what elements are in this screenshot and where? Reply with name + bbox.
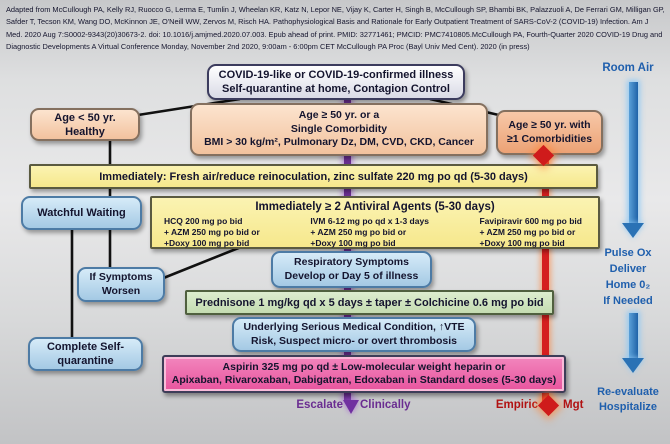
favipiravir-line2: + AZM 250 mg po bid or — [479, 227, 576, 237]
fresh-air-zinc-text: Immediately: Fresh air/reduce reinoculation, zinc sulfate 220 mg po qd (5-30 days) — [99, 170, 528, 183]
reevaluate-hospitalize-label — [588, 385, 668, 414]
room-air-label: Room Air — [602, 62, 654, 74]
antiviral-col-hcq — [164, 216, 260, 249]
hcq-line1: HCQ 200 mg po bid — [164, 216, 243, 226]
watchful-waiting-box — [21, 196, 142, 230]
underlying-condition-box — [232, 317, 476, 352]
aspirin-anticoagulant-box — [162, 355, 566, 393]
escalate-arrow-icon — [343, 400, 359, 414]
down-arrowhead2-icon — [622, 358, 644, 373]
complete-quarantine-line2: quarantine — [57, 355, 114, 367]
favipiravir-line1: Favipiravir 600 mg po bid — [479, 216, 582, 226]
reevaluate-line: Re-evaluate — [597, 386, 659, 398]
clinically-label: Clinically — [360, 399, 411, 411]
covid-illness-line1: COVID-19-like or COVID-19-confirmed illness — [218, 68, 454, 81]
prednisone-colchicine-bar — [185, 290, 554, 315]
age-50-comorbidity-box — [190, 103, 488, 156]
age-50-multi-line1: Age ≥ 50 yr. with — [508, 119, 591, 131]
down-arrow2-icon — [629, 313, 638, 359]
age-50-line2: Single Comorbidity — [290, 122, 388, 135]
fresh-air-zinc-bar — [29, 164, 598, 189]
antiviral-col-ivm — [310, 216, 429, 249]
ivm-line1: IVM 6-12 mg po qd x 1-3 days — [310, 216, 429, 226]
down-arrow-icon — [629, 82, 638, 224]
respiratory-symptoms-box — [271, 251, 432, 288]
age-under-50-line2: Healthy — [65, 125, 105, 138]
pulse-ox-line4: If Needed — [603, 295, 653, 307]
watchful-waiting-label: Watchful Waiting — [37, 207, 126, 219]
antiviral-agents-box — [150, 196, 600, 249]
hospitalize-line: Hospitalize — [598, 400, 658, 413]
hcq-line3: +Doxy 100 mg po bid — [164, 238, 250, 248]
if-symptoms-line1: If Symptoms — [89, 271, 153, 283]
age-50-line3: BMI > 30 kg/m², Pulmonary Dz, DM, CVD, CKD, Cancer — [204, 136, 474, 149]
underlying-line1: Underlying Serious Medical Condition, ↑VTE — [243, 321, 465, 333]
pulse-ox-line1: Pulse Ox — [604, 247, 652, 259]
favipiravir-line3: +Doxy 100 mg po bid — [479, 238, 565, 248]
age-50-multi-comorbidity-box — [496, 110, 603, 155]
prednisone-text: Prednisone 1 mg/kg qd x 5 days ± taper ± Colchicine 0.6 mg po bid — [195, 296, 544, 309]
antiviral-title: Immediately ≥ 2 Antiviral Agents (5-30 days) — [255, 201, 495, 213]
age-50-line1: Age ≥ 50 yr. or a — [298, 109, 380, 122]
citation-text: Adapted from McCullough PA, Kelly RJ, Ruocco G, Lerma E, Tumlin J, Wheelan KR, Katz N, Lepor NE, Vijay K, Carter H, Singh B, McCullough SP, Bhambi BK, Palazzuoli A, De Ferrari GM, Milligan GP, Safder T, Tecson KM, Wang DO, McKinnon JE, O'Neill WW, Zervos M, Risch HA. Pathophysiological Basis and Rationale for Early Outpatient Treatment of SARS-CoV-2 (COVID-19) Infection. Am J Med. 2020 Aug 7:S0002-9343(20)30673-2. doi: 10.1016/j.amjmed.2020.07.003. Epub ahead of print. PMID: 32771461; PMCID: PMC7410805.McCullough PA, Fourth-Quarter 2020 COVID-19 Drug and Diagnostic Developments A Virtual Conference Monday, November 2nd 2020, 9:00am - 6:00pm CET McCullough PA Proc (Bayl Univ Med Cent). 2020 (in press) — [6, 5, 665, 51]
complete-quarantine-line1: Complete Self- — [46, 341, 124, 353]
pulse-ox-label — [588, 245, 668, 309]
covid-illness-box — [207, 64, 465, 100]
pulse-ox-line3: Home 0₂ — [605, 279, 651, 291]
complete-quarantine-box — [28, 337, 143, 371]
respiratory-line1: Respiratory Symptoms — [294, 256, 409, 268]
aspirin-line2: Apixaban, Rivaroxaban, Dabigatran, Edoxaban in Standard doses (5-30 days) — [171, 374, 557, 386]
age-under-50-box — [30, 108, 140, 141]
hcq-line2: + AZM 250 mg po bid or — [164, 227, 260, 237]
age-under-50-line1: Age < 50 yr. — [54, 111, 116, 124]
covid-illness-line2: Self-quarantine at home, Contagion Control — [222, 83, 450, 95]
down-arrowhead-icon — [622, 223, 644, 238]
age-50-multi-line2: ≥1 Comorbidities — [506, 132, 593, 145]
underlying-line2: Risk, Suspect micro- or overt thrombosis — [251, 334, 457, 347]
mgt-label: Mgt — [563, 399, 584, 411]
if-symptoms-line2: Worsen — [101, 284, 141, 297]
ivm-line2: + AZM 250 mg po bid or — [310, 227, 407, 237]
pulse-ox-line2: Deliver — [609, 263, 647, 275]
respiratory-line2: Develop or Day 5 of illness — [284, 269, 419, 282]
antiviral-columns — [152, 215, 598, 249]
aspirin-line1: Aspirin 325 mg po qd ± Low-molecular weight heparin or — [222, 360, 506, 373]
if-symptoms-worsen-box — [77, 267, 165, 302]
escalate-label: Escalate — [296, 399, 343, 411]
antiviral-col-favipiravir — [479, 216, 582, 249]
ivm-line3: +Doxy 100 mg po bid — [310, 238, 396, 248]
empiric-label: Empiric — [495, 399, 538, 411]
